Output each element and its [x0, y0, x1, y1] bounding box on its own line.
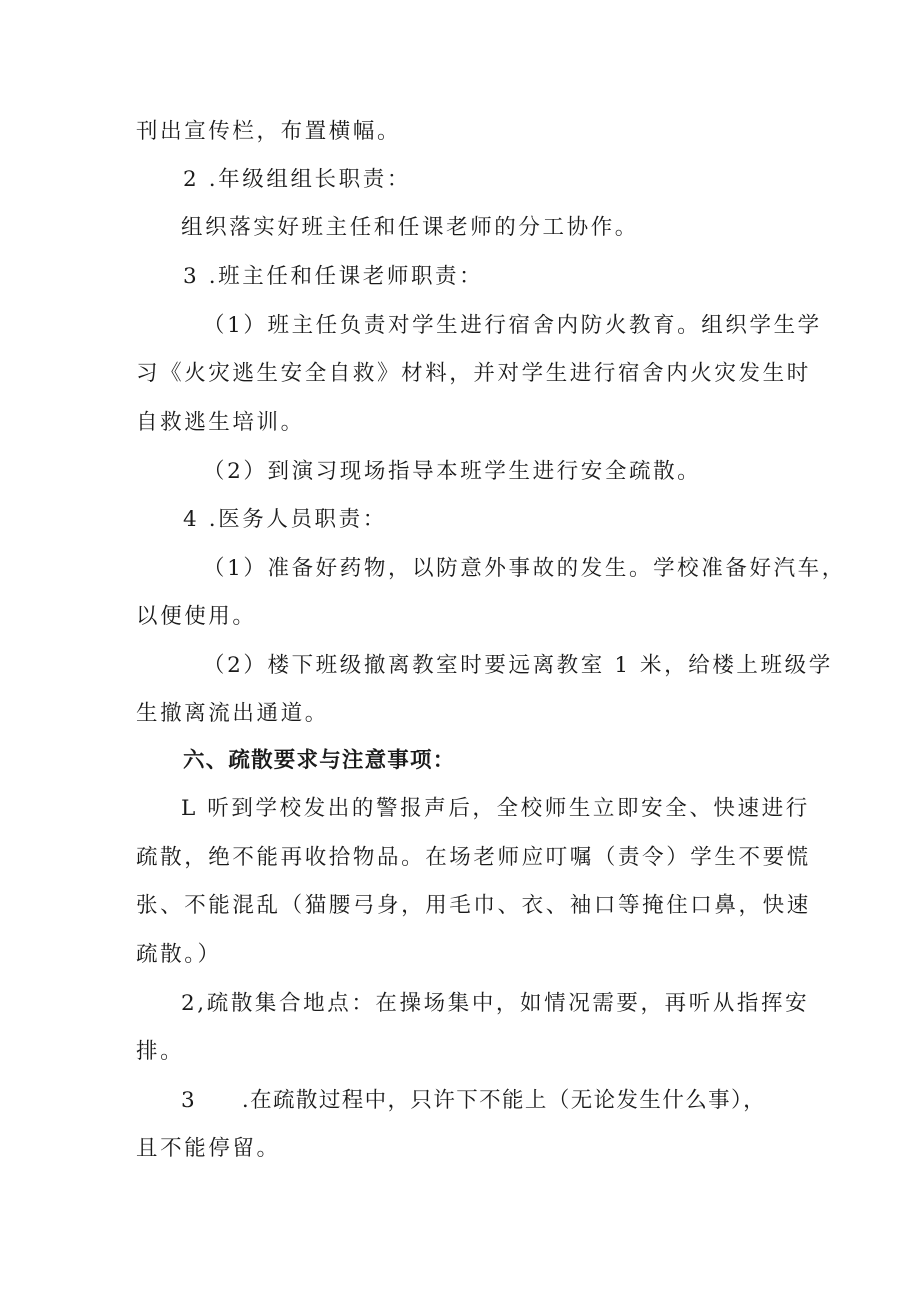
text-line: （1）班主任负责对学生进行宿舍内防火教育。组织学生学	[203, 313, 822, 338]
text-line: 自救逃生培训。	[136, 410, 305, 435]
text-line: 2,疏散集合地点：在操场集中，如情况需要，再听从指挥安	[181, 991, 810, 1016]
text-line: 习《火灾逃生安全自救》材料，并对学生进行宿舍内火灾发生时	[136, 361, 811, 386]
text-line: 排。	[136, 1039, 185, 1064]
text-line: 组织落实好班主任和任课老师的分工协作。	[181, 215, 639, 240]
text-line: 疏散。）	[136, 942, 222, 967]
section-heading: 4 .医务人员职责：	[183, 507, 387, 532]
text-line: 张、不能混乱（猫腰弓身，用毛巾、衣、袖口等掩住口鼻，快速	[136, 893, 811, 918]
text-line: （2）楼下班级撤离教室时要远离教室 1 米，给楼上班级学	[203, 653, 833, 678]
text-line: 生撤离流出通道。	[136, 701, 329, 726]
section-heading: 2 .年级组组长职责：	[183, 167, 411, 192]
text-line: 且不能停留。	[136, 1136, 281, 1161]
text-line: 刊出宣传栏，布置横幅。	[136, 119, 402, 144]
text-line: L 听到学校发出的警报声后，全校师生立即安全、快速进行	[181, 796, 810, 821]
text-line: 以便使用。	[136, 604, 257, 629]
chapter-heading: 六、疏散要求与注意事项：	[183, 748, 456, 773]
text-line: 3 .在疏散过程中，只许下不能上（无论发生什么事），	[181, 1088, 767, 1113]
section-heading: 3 .班主任和任课老师职责：	[183, 264, 484, 289]
text-line: （1）准备好药物，以防意外事故的发生。学校准备好汽车，	[203, 556, 846, 581]
text-line: （2）到演习现场指导本班学生进行安全疏散。	[203, 459, 702, 484]
text-line: 疏散，绝不能再收拾物品。在场老师应叮嘱（责令）学生不要慌	[136, 845, 811, 870]
